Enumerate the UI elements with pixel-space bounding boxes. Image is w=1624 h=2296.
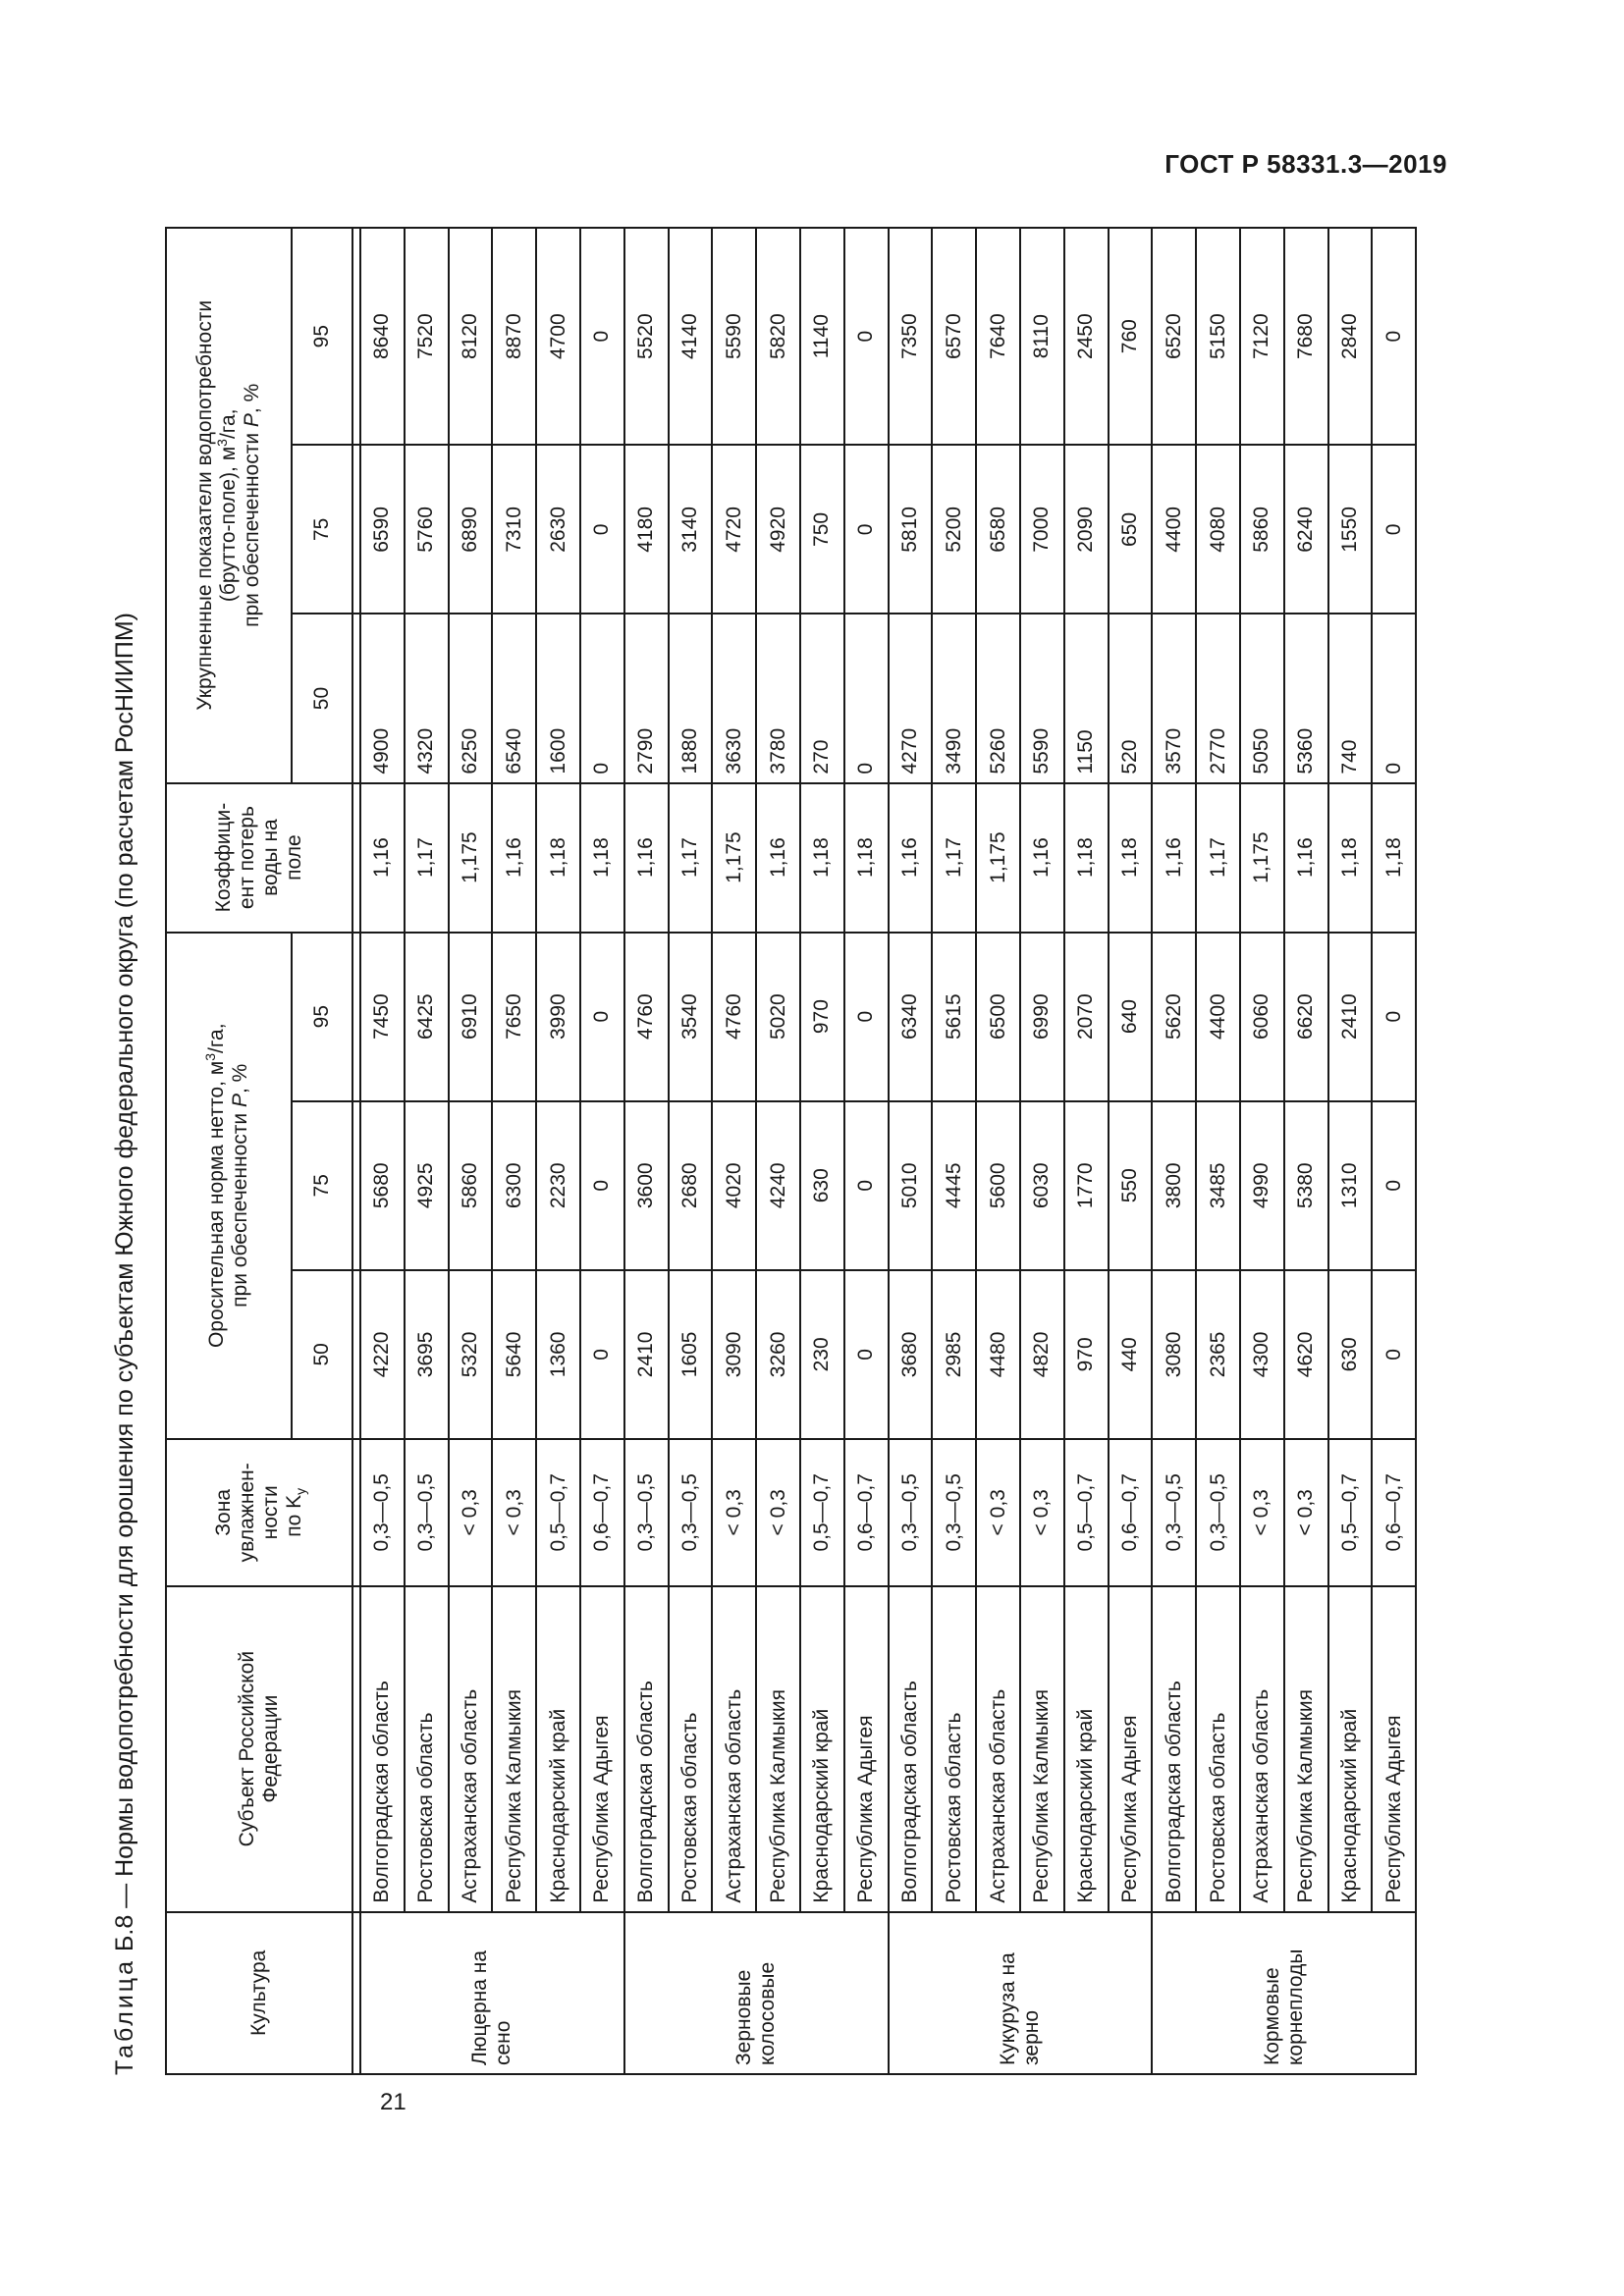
cell-subject: Волгоградская область	[360, 1586, 405, 1912]
header-brutto-50: 50	[292, 614, 352, 782]
cell-coef: 1,18	[580, 783, 624, 933]
table-body	[360, 228, 1416, 2074]
header-netto-sup: 3	[201, 1053, 218, 1061]
cell-netto-95: 4760	[712, 933, 756, 1101]
cell-zone: 0,3—0,5	[1152, 1439, 1196, 1586]
cell-coef: 1,16	[1152, 783, 1196, 933]
table-row	[800, 228, 844, 2074]
header-subject: Субъект Российской Федерации	[166, 1586, 352, 1912]
table-row	[1372, 228, 1416, 2074]
cell-brutto-75: 750	[800, 445, 844, 614]
cell-brutto-75: 5760	[405, 445, 449, 614]
header-netto-50: 50	[292, 1270, 352, 1439]
cell-coef: 1,16	[756, 783, 800, 933]
cell-subject: Республика Адыгея	[1372, 1586, 1416, 1912]
cell-netto-95: 4400	[1196, 933, 1240, 1101]
cell-zone: < 0,3	[756, 1439, 800, 1586]
cell-brutto-95: 1140	[800, 228, 844, 445]
cell-coef: 1,18	[1328, 783, 1373, 933]
cell-subject: Астраханская область	[712, 1586, 756, 1912]
cell-coef: 1,16	[889, 783, 933, 933]
table-row	[624, 228, 669, 2074]
table-row	[1328, 228, 1373, 2074]
table-row	[449, 228, 493, 2074]
cell-subject: Краснодарский край	[800, 1586, 844, 1912]
cell-coef: 1,16	[624, 783, 669, 933]
cell-zone: 0,3—0,5	[624, 1439, 669, 1586]
cell-brutto-75: 2090	[1064, 445, 1109, 614]
cell-brutto-50: 0	[1372, 614, 1416, 782]
cell-brutto-50: 0	[580, 614, 624, 782]
cell-subject: Ростовская область	[669, 1586, 713, 1912]
table-row	[536, 228, 580, 2074]
cell-brutto-75: 1550	[1328, 445, 1373, 614]
cell-brutto-50: 270	[800, 614, 844, 782]
cell-zone: 0,3—0,5	[932, 1439, 976, 1586]
cell-coef: 1,17	[932, 783, 976, 933]
cell-brutto-75: 6580	[976, 445, 1020, 614]
cell-coef: 1,175	[712, 783, 756, 933]
page-number: 21	[380, 2089, 406, 2115]
table-row	[1284, 228, 1328, 2074]
cell-netto-50: 4300	[1240, 1270, 1284, 1439]
cell-brutto-50: 1150	[1064, 614, 1109, 782]
cell-brutto-75: 3140	[669, 445, 713, 614]
cell-subject: Краснодарский край	[1064, 1586, 1109, 1912]
cell-netto-95: 6910	[449, 933, 493, 1101]
cell-zone: 0,3—0,5	[405, 1439, 449, 1586]
header-brutto	[166, 228, 292, 783]
cell-brutto-75: 7310	[492, 445, 536, 614]
header-netto-75: 75	[292, 1101, 352, 1270]
cell-netto-75: 3600	[624, 1101, 669, 1270]
header-brutto-75: 75	[292, 445, 352, 614]
cell-netto-50: 3080	[1152, 1270, 1196, 1439]
cell-brutto-75: 5200	[932, 445, 976, 614]
document-code: ГОСТ Р 58331.3—2019	[1164, 149, 1447, 179]
cell-netto-50: 2365	[1196, 1270, 1240, 1439]
cell-zone: 0,3—0,5	[889, 1439, 933, 1586]
cell-brutto-50: 3630	[712, 614, 756, 782]
cell-netto-95: 0	[580, 933, 624, 1101]
cell-brutto-50: 5360	[1284, 614, 1328, 782]
cell-coef: 1,175	[449, 783, 493, 933]
cell-brutto-95: 5520	[624, 228, 669, 445]
cell-netto-95: 0	[844, 933, 889, 1101]
cell-subject: Ростовская область	[1196, 1586, 1240, 1912]
cell-netto-95: 6990	[1020, 933, 1064, 1101]
header-netto-line2a: при обеспеченности	[229, 1107, 251, 1308]
cell-netto-95: 6340	[889, 933, 933, 1101]
cell-netto-95: 5020	[756, 933, 800, 1101]
cell-brutto-95: 2840	[1328, 228, 1373, 445]
cell-zone: 0,6—0,7	[844, 1439, 889, 1586]
cell-brutto-50: 3780	[756, 614, 800, 782]
cell-culture: Кукуруза на зерно	[889, 1912, 1153, 2074]
water-norms-table	[165, 227, 1417, 2075]
cell-zone: 0,5—0,7	[800, 1439, 844, 1586]
cell-brutto-95: 8120	[449, 228, 493, 445]
cell-coef: 1,18	[800, 783, 844, 933]
cell-coef: 1,17	[669, 783, 713, 933]
cell-netto-95: 3540	[669, 933, 713, 1101]
cell-zone: 0,3—0,5	[669, 1439, 713, 1586]
rotated-table-block	[111, 227, 1414, 2075]
header-netto-95: 95	[292, 933, 352, 1101]
cell-brutto-50: 2770	[1196, 614, 1240, 782]
cell-brutto-95: 0	[844, 228, 889, 445]
cell-brutto-75: 4080	[1196, 445, 1240, 614]
table-caption	[111, 227, 139, 2075]
cell-brutto-95: 7350	[889, 228, 933, 445]
cell-culture: Кормовые корнеплоды	[1152, 1912, 1416, 2074]
cell-netto-95: 3990	[536, 933, 580, 1101]
cell-brutto-95: 7120	[1240, 228, 1284, 445]
cell-brutto-75: 4400	[1152, 445, 1196, 614]
table-row	[756, 228, 800, 2074]
cell-brutto-95: 5590	[712, 228, 756, 445]
cell-netto-95: 6500	[976, 933, 1020, 1101]
header-netto-line2b: , %	[229, 1063, 251, 1095]
cell-culture: Зерновые колосовые	[624, 1912, 889, 2074]
cell-netto-50: 230	[800, 1270, 844, 1439]
cell-brutto-75: 2630	[536, 445, 580, 614]
table-row	[932, 228, 976, 2074]
cell-zone: < 0,3	[449, 1439, 493, 1586]
cell-subject: Республика Калмыкия	[1020, 1586, 1064, 1912]
cell-netto-50: 5640	[492, 1270, 536, 1439]
cell-zone: 0,5—0,7	[1064, 1439, 1109, 1586]
cell-brutto-50: 5590	[1020, 614, 1064, 782]
cell-netto-75: 4445	[932, 1101, 976, 1270]
cell-netto-75: 3800	[1152, 1101, 1196, 1270]
cell-zone: < 0,3	[712, 1439, 756, 1586]
cell-subject: Республика Калмыкия	[492, 1586, 536, 1912]
cell-brutto-75: 0	[580, 445, 624, 614]
header-brutto-95: 95	[292, 228, 352, 445]
cell-brutto-75: 6590	[360, 445, 405, 614]
cell-netto-75: 0	[1372, 1101, 1416, 1270]
cell-subject: Астраханская область	[976, 1586, 1020, 1912]
header-brutto-line2a: (брутто-поле), м	[216, 446, 240, 603]
cell-netto-95: 6060	[1240, 933, 1284, 1101]
cell-brutto-95: 0	[580, 228, 624, 445]
cell-zone: < 0,3	[492, 1439, 536, 1586]
cell-zone: < 0,3	[976, 1439, 1020, 1586]
cell-coef: 1,18	[844, 783, 889, 933]
header-zone-sub: у	[293, 1487, 309, 1495]
cell-culture: Люцерна на сено	[360, 1912, 624, 2074]
cell-subject: Астраханская область	[1240, 1586, 1284, 1912]
cell-netto-50: 4620	[1284, 1270, 1328, 1439]
cell-netto-95: 0	[1372, 933, 1416, 1101]
header-coef-line3: воды на	[259, 819, 282, 896]
cell-brutto-75: 7000	[1020, 445, 1064, 614]
table-row	[889, 228, 933, 2074]
header-brutto-line1: Укрупненные показатели водопотребности	[192, 299, 216, 711]
cell-brutto-50: 1600	[536, 614, 580, 782]
cell-netto-75: 4240	[756, 1101, 800, 1270]
cell-zone: 0,3—0,5	[1196, 1439, 1240, 1586]
cell-netto-75: 0	[580, 1101, 624, 1270]
cell-brutto-50: 5050	[1240, 614, 1284, 782]
cell-subject: Волгоградская область	[624, 1586, 669, 1912]
cell-netto-75: 630	[800, 1101, 844, 1270]
cell-coef: 1,17	[405, 783, 449, 933]
cell-brutto-50: 5260	[976, 614, 1020, 782]
cell-netto-95: 5620	[1152, 933, 1196, 1101]
cell-subject: Республика Адыгея	[580, 1586, 624, 1912]
cell-brutto-75: 6240	[1284, 445, 1328, 614]
cell-brutto-95: 6570	[932, 228, 976, 445]
cell-zone: 0,6—0,7	[1372, 1439, 1416, 1586]
header-netto	[166, 933, 292, 1439]
cell-brutto-95: 7640	[976, 228, 1020, 445]
cell-netto-50: 970	[1064, 1270, 1109, 1439]
cell-netto-75: 2680	[669, 1101, 713, 1270]
cell-brutto-75: 5860	[1240, 445, 1284, 614]
header-zone-line3: по K	[283, 1494, 306, 1537]
header-brutto-p: P	[241, 413, 264, 428]
cell-zone: < 0,3	[1020, 1439, 1064, 1586]
caption-lead: Таблица	[111, 1957, 138, 2075]
cell-brutto-75: 0	[1372, 445, 1416, 614]
cell-brutto-75: 6890	[449, 445, 493, 614]
cell-brutto-95: 6520	[1152, 228, 1196, 445]
cell-brutto-50: 2790	[624, 614, 669, 782]
cell-netto-75: 6300	[492, 1101, 536, 1270]
cell-coef: 1,18	[536, 783, 580, 933]
cell-brutto-95: 5820	[756, 228, 800, 445]
cell-brutto-75: 650	[1109, 445, 1153, 614]
cell-zone: 0,6—0,7	[1109, 1439, 1153, 1586]
cell-brutto-50: 740	[1328, 614, 1373, 782]
cell-zone: 0,6—0,7	[580, 1439, 624, 1586]
cell-coef: 1,16	[1284, 783, 1328, 933]
cell-zone: < 0,3	[1240, 1439, 1284, 1586]
table-row	[844, 228, 889, 2074]
cell-netto-95: 6425	[405, 933, 449, 1101]
cell-brutto-75: 5810	[889, 445, 933, 614]
table-row	[1152, 228, 1196, 2074]
cell-netto-50: 0	[580, 1270, 624, 1439]
cell-coef: 1,18	[1064, 783, 1109, 933]
cell-brutto-50: 4900	[360, 614, 405, 782]
cell-netto-95: 2070	[1064, 933, 1109, 1101]
table-row	[1240, 228, 1284, 2074]
cell-netto-50: 1605	[669, 1270, 713, 1439]
cell-zone: < 0,3	[1284, 1439, 1328, 1586]
table-row	[976, 228, 1020, 2074]
cell-brutto-75: 4920	[756, 445, 800, 614]
header-coef-line4: поле	[283, 834, 306, 881]
cell-brutto-50: 3490	[932, 614, 976, 782]
cell-netto-95: 7450	[360, 933, 405, 1101]
cell-netto-95: 7650	[492, 933, 536, 1101]
cell-brutto-50: 6540	[492, 614, 536, 782]
header-culture: Культура	[166, 1912, 352, 2074]
cell-brutto-75: 4720	[712, 445, 756, 614]
cell-netto-50: 5320	[449, 1270, 493, 1439]
cell-brutto-95: 760	[1109, 228, 1153, 445]
cell-subject: Ростовская область	[405, 1586, 449, 1912]
cell-netto-50: 3680	[889, 1270, 933, 1439]
cell-subject: Краснодарский край	[1328, 1586, 1373, 1912]
cell-coef: 1,175	[1240, 783, 1284, 933]
table-row	[1020, 228, 1064, 2074]
cell-brutto-95: 5150	[1196, 228, 1240, 445]
cell-brutto-50: 0	[844, 614, 889, 782]
cell-netto-75: 550	[1109, 1101, 1153, 1270]
cell-netto-50: 3695	[405, 1270, 449, 1439]
table-row	[712, 228, 756, 2074]
table-row	[669, 228, 713, 2074]
cell-coef: 1,175	[976, 783, 1020, 933]
table-row	[1109, 228, 1153, 2074]
header-brutto-line2b: /га,	[216, 408, 240, 440]
cell-brutto-95: 8870	[492, 228, 536, 445]
cell-netto-75: 5680	[360, 1101, 405, 1270]
cell-netto-75: 1310	[1328, 1101, 1373, 1270]
cell-subject: Республика Калмыкия	[756, 1586, 800, 1912]
cell-subject: Краснодарский край	[536, 1586, 580, 1912]
cell-netto-50: 630	[1328, 1270, 1373, 1439]
cell-netto-50: 3260	[756, 1270, 800, 1439]
cell-brutto-50: 520	[1109, 614, 1153, 782]
cell-brutto-50: 3570	[1152, 614, 1196, 782]
cell-subject: Республика Адыгея	[1109, 1586, 1153, 1912]
cell-netto-95: 2410	[1328, 933, 1373, 1101]
header-netto-part2: /га,	[204, 1023, 228, 1053]
cell-brutto-75: 4180	[624, 445, 669, 614]
cell-subject: Волгоградская область	[1152, 1586, 1196, 1912]
header-brutto-line3b: , %	[241, 383, 264, 414]
cell-brutto-95: 8110	[1020, 228, 1064, 445]
cell-netto-50: 0	[844, 1270, 889, 1439]
cell-coef: 1,16	[1020, 783, 1064, 933]
cell-netto-50: 4820	[1020, 1270, 1064, 1439]
table-row	[1196, 228, 1240, 2074]
cell-netto-75: 5600	[976, 1101, 1020, 1270]
cell-brutto-50: 4270	[889, 614, 933, 782]
header-zone-line1: Зона увлажнен-	[211, 1463, 258, 1563]
cell-brutto-95: 4140	[669, 228, 713, 445]
cell-netto-95: 4760	[624, 933, 669, 1101]
cell-coef: 1,18	[1372, 783, 1416, 933]
cell-coef: 1,16	[360, 783, 405, 933]
cell-netto-50: 3090	[712, 1270, 756, 1439]
cell-subject: Ростовская область	[932, 1586, 976, 1912]
table-row	[405, 228, 449, 2074]
cell-brutto-95: 0	[1372, 228, 1416, 445]
cell-subject: Астраханская область	[449, 1586, 493, 1912]
cell-brutto-95: 2450	[1064, 228, 1109, 445]
cell-netto-75: 5860	[449, 1101, 493, 1270]
cell-netto-75: 5380	[1284, 1101, 1328, 1270]
cell-subject: Республика Калмыкия	[1284, 1586, 1328, 1912]
cell-netto-50: 4480	[976, 1270, 1020, 1439]
cell-netto-95: 970	[800, 933, 844, 1101]
cell-subject: Республика Адыгея	[844, 1586, 889, 1912]
header-netto-p: P	[229, 1094, 251, 1108]
cell-netto-75: 5010	[889, 1101, 933, 1270]
cell-coef: 1,16	[492, 783, 536, 933]
cell-netto-95: 5615	[932, 933, 976, 1101]
cell-netto-50: 0	[1372, 1270, 1416, 1439]
cell-zone: 0,5—0,7	[536, 1439, 580, 1586]
cell-zone: 0,5—0,7	[1328, 1439, 1373, 1586]
cell-netto-50: 4220	[360, 1270, 405, 1439]
cell-netto-95: 640	[1109, 933, 1153, 1101]
cell-brutto-95: 7680	[1284, 228, 1328, 445]
cell-subject: Волгоградская область	[889, 1586, 933, 1912]
cell-netto-75: 1770	[1064, 1101, 1109, 1270]
cell-zone: 0,3—0,5	[360, 1439, 405, 1586]
cell-coef: 1,18	[1109, 783, 1153, 933]
cell-brutto-75: 0	[844, 445, 889, 614]
cell-coef: 1,17	[1196, 783, 1240, 933]
cell-netto-75: 3485	[1196, 1101, 1240, 1270]
cell-netto-75: 4020	[712, 1101, 756, 1270]
header-zone	[166, 1439, 352, 1586]
table-row	[580, 228, 624, 2074]
caption-text: Б.8 — Нормы водопотребности для орошения по субъектам Южного федерального округа (по расчетам РосНИИПМ)	[111, 613, 138, 1952]
cell-netto-75: 2230	[536, 1101, 580, 1270]
header-brutto-line3a: при обеспеченности	[241, 427, 264, 627]
cell-brutto-95: 8640	[360, 228, 405, 445]
header-netto-part1: Оросительная норма нетто, м	[204, 1060, 228, 1349]
header-coef-line2: ент потерь	[235, 806, 258, 910]
header-coef-line1: Коэффици-	[211, 802, 235, 913]
table-row	[492, 228, 536, 2074]
header-coef	[166, 783, 352, 933]
cell-netto-50: 2410	[624, 1270, 669, 1439]
cell-netto-95: 6620	[1284, 933, 1328, 1101]
table-row	[1064, 228, 1109, 2074]
cell-brutto-95: 7520	[405, 228, 449, 445]
cell-netto-50: 1360	[536, 1270, 580, 1439]
cell-brutto-50: 4320	[405, 614, 449, 782]
cell-netto-75: 6030	[1020, 1101, 1064, 1270]
cell-netto-75: 4925	[405, 1101, 449, 1270]
header-brutto-sup: 3	[213, 439, 230, 447]
cell-netto-75: 4990	[1240, 1101, 1284, 1270]
cell-brutto-50: 6250	[449, 614, 493, 782]
cell-brutto-50: 1880	[669, 614, 713, 782]
cell-netto-50: 2985	[932, 1270, 976, 1439]
cell-netto-50: 440	[1109, 1270, 1153, 1439]
header-zone-line2: ности	[259, 1485, 282, 1540]
cell-brutto-95: 4700	[536, 228, 580, 445]
cell-netto-75: 0	[844, 1101, 889, 1270]
table-row	[360, 228, 405, 2074]
header-separator-row	[352, 228, 360, 2074]
